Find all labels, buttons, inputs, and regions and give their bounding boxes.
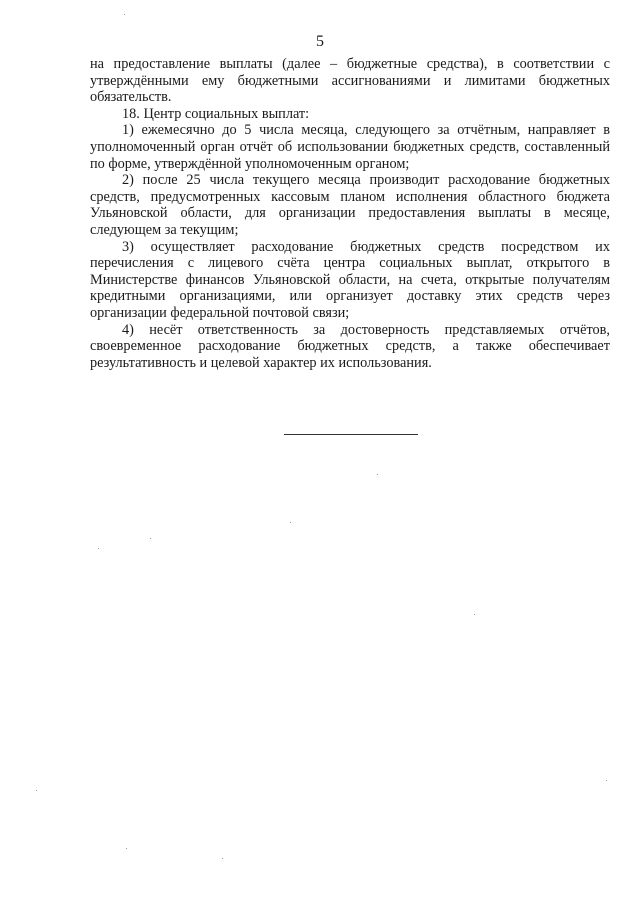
paragraph-subitem-3: 3) осуществляет расходование бюджетных средств посредством их перечисления с лицевого счёта центра социальных выплат, открытого в Министерстве финансов Ульяновской области, на счета, открытые получателям кредитными организациями, или организует доставку этих средств через организации федеральной почтовой связи;: [90, 238, 610, 321]
document-body: [90, 56, 610, 371]
page-number: 5: [316, 33, 324, 50]
scan-speck: [606, 780, 607, 781]
scan-speck: [98, 548, 99, 549]
paragraph-continuation: на предоставление выплаты (далее – бюджетные средства), в соответствии с утверждёнными ему бюджетными ассигнованиями и лимитами бюджетных обязательств.: [90, 56, 610, 106]
scan-speck: [126, 848, 127, 849]
scan-speck: [36, 790, 37, 791]
paragraph-item-18-heading: 18. Центр социальных выплат:: [122, 105, 310, 122]
paragraph-subitem-4: 4) несёт ответственность за достоверность представляемых отчётов, своевременное расходование бюджетных средств, а также обеспечивает результативность и целевой характер их использования.: [90, 321, 610, 371]
scan-speck: [150, 538, 151, 539]
paragraph-subitem-2: 2) после 25 числа текущего месяца производит расходование бюджетных средств, предусмотренных кассовым планом исполнения областного бюджета Ульяновской области, для организации предоставления выплаты в месяце, следующем за текущим;: [90, 172, 610, 238]
end-separator-line: [284, 434, 418, 435]
paragraph-subitem-1: 1) ежемесячно до 5 числа месяца, следующего за отчётным, направляет в уполномоченный орган отчёт об использовании бюджетных средств, составленный по форме, утверждённой уполномоченным органом;: [90, 122, 610, 172]
scan-speck: [377, 474, 378, 475]
scan-speck: [124, 14, 125, 15]
scan-speck: [474, 614, 475, 615]
scan-speck: [290, 522, 291, 523]
scan-speck: [222, 858, 223, 859]
